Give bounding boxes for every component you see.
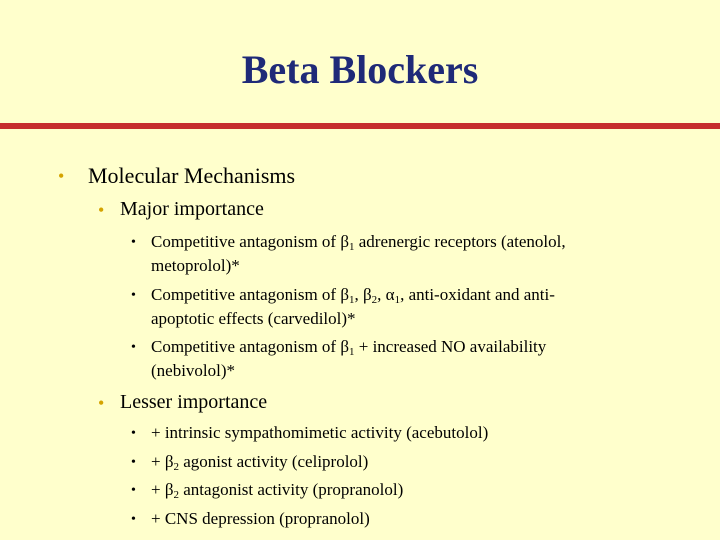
bullet-marker: • — [131, 426, 136, 441]
lesser-item-4: + CNS depression (propranolol) — [151, 509, 370, 528]
major-item-1-line2: metoprolol)* — [151, 256, 240, 275]
major-item-2-line2: apoptotic effects (carvedilol)* — [151, 309, 356, 328]
major-item-2-text-a: , β — [354, 285, 372, 304]
bullet-marker: • — [131, 235, 136, 250]
subscript: 1 — [348, 241, 355, 253]
major-item-3 — [151, 334, 546, 360]
subscript: 1 — [348, 346, 355, 358]
bullet-marker: • — [131, 512, 136, 527]
major-item-3-line2: (nebivolol)* — [151, 361, 236, 380]
subscript: 2 — [173, 461, 179, 473]
slide-title: Beta Blockers — [241, 47, 479, 92]
subscript: 1 — [394, 294, 401, 306]
major-item-3-text: Competitive antagonism of β — [151, 337, 349, 356]
bullet-marker: • — [98, 200, 105, 220]
bullet-marker: • — [131, 455, 136, 470]
lesser-item-3-text: + β — [151, 480, 174, 499]
major-item-2-text-b: , α — [377, 285, 395, 304]
section-molecular-mechanisms: Molecular Mechanisms — [88, 163, 296, 188]
major-item-3-text-cont: + increased NO availability — [354, 337, 547, 356]
bullet-marker: • — [131, 483, 136, 498]
lesser-item-2-text-cont: agonist activity (celiprolol) — [179, 452, 369, 471]
lesser-item-3-text-cont: antagonist activity (propranolol) — [179, 480, 404, 499]
lesser-item-3 — [151, 477, 403, 503]
major-item-2-text-c: , anti-oxidant and anti- — [400, 285, 555, 304]
subsection-lesser-importance: Lesser importance — [120, 391, 268, 413]
major-item-2 — [151, 282, 555, 308]
lesser-item-2-text: + β — [151, 452, 174, 471]
lesser-item-1: + intrinsic sympathomimetic activity (acebutolol) — [151, 423, 489, 442]
major-item-1-text-cont: adrenergic receptors (atenolol, — [354, 232, 566, 251]
subscript: 1 — [348, 294, 355, 306]
major-item-1 — [151, 229, 566, 255]
subsection-major-importance: Major importance — [120, 198, 264, 220]
bullet-marker: • — [58, 166, 65, 186]
lesser-item-2 — [151, 449, 368, 475]
subscript: 2 — [173, 489, 179, 501]
major-item-2-text: Competitive antagonism of β — [151, 285, 349, 304]
subscript: 2 — [371, 294, 378, 306]
bullet-marker: • — [131, 288, 136, 303]
major-item-1-text: Competitive antagonism of β — [151, 232, 349, 251]
bullet-marker: • — [98, 393, 105, 413]
bullet-marker: • — [131, 340, 136, 355]
